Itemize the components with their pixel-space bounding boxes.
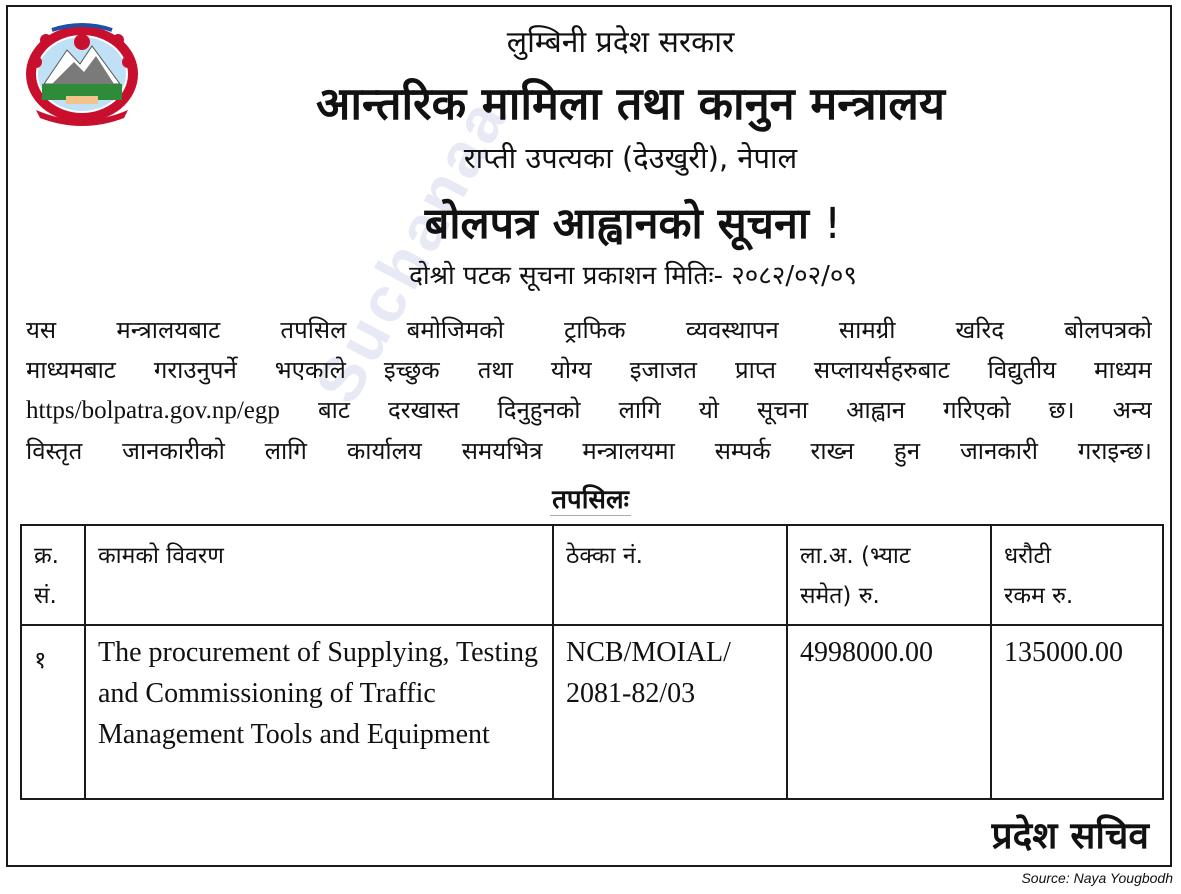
body-line-1: यस मन्त्रालयबाट तपसिल बमोजिमको ट्राफिक व्यवस्थापन सामग्री खरिद बोलपत्रको (26, 316, 1152, 344)
cell-sn: १ (21, 625, 85, 799)
col-header-contract: ठेक्का नं. (553, 525, 787, 625)
ministry-name: आन्तरिक मामिला तथा कानुन मन्त्रालय (316, 77, 945, 130)
watermark: Suchanaa (300, 85, 522, 415)
government-name: लुम्बिनी प्रदेश सरकार (506, 25, 735, 60)
body-line-4: विस्तृत जानकारीको लागि कार्यालय समयभित्र मन्त्रालयमा सम्पर्क राख्न हुन जानकारी गराइन्छ। (26, 437, 1152, 465)
table-header-row (21, 525, 1163, 625)
col-header-description: कामको विवरण (85, 525, 553, 625)
tender-table (20, 524, 1164, 800)
body-line-3-rest: बाट दरखास्त दिनुहुनको लागि यो सूचना आह्वान गरिएको छ। अन्य (317, 396, 1152, 424)
col-header-sn: क्र. सं. (21, 525, 85, 625)
source-credit: Source: Naya Yougbodh (1021, 870, 1173, 886)
cell-cost: 4998000.00 (787, 625, 991, 799)
schedule-heading: तपसिलः (552, 485, 629, 515)
col-header-deposit: धरौटी रकम रु. (991, 525, 1163, 625)
notice-title-text: बोलपत्र आह्वानको सूचना (424, 199, 809, 249)
body-line-2: माध्यमबाट गराउनुपर्ने भएकाले इच्छुक तथा योग्य इजाजत प्राप्त सप्लायर्सहरुबाट विद्युतीय माध्यम (26, 356, 1152, 384)
col-header-cost: ला.अ. (भ्याट समेत) रु. (787, 525, 991, 625)
publish-date: दोश्रो पटक सूचना प्रकाशन मितिः- २०८२/०२/०९ (409, 261, 857, 291)
cell-description: The procurement of Supplying, Testing and Commissioning of Traffic Management Tools and Equipment (85, 625, 553, 799)
notice-title-mark: ! (823, 199, 842, 249)
bolpatra-url-link[interactable]: https/bolpatra.gov.np/egp (26, 397, 280, 424)
notice-body (26, 310, 1152, 471)
notice-title (0, 192, 1181, 251)
cell-contract: NCB/MOIAL/ 2081-82/03 (553, 625, 787, 799)
table-row (21, 625, 1163, 799)
location: राप्ती उपत्यका (देउखुरी), नेपाल (463, 141, 798, 175)
signer-title: प्रदेश सचिव (991, 814, 1149, 857)
cell-deposit: 135000.00 (991, 625, 1163, 799)
body-line-3 (26, 390, 1152, 431)
